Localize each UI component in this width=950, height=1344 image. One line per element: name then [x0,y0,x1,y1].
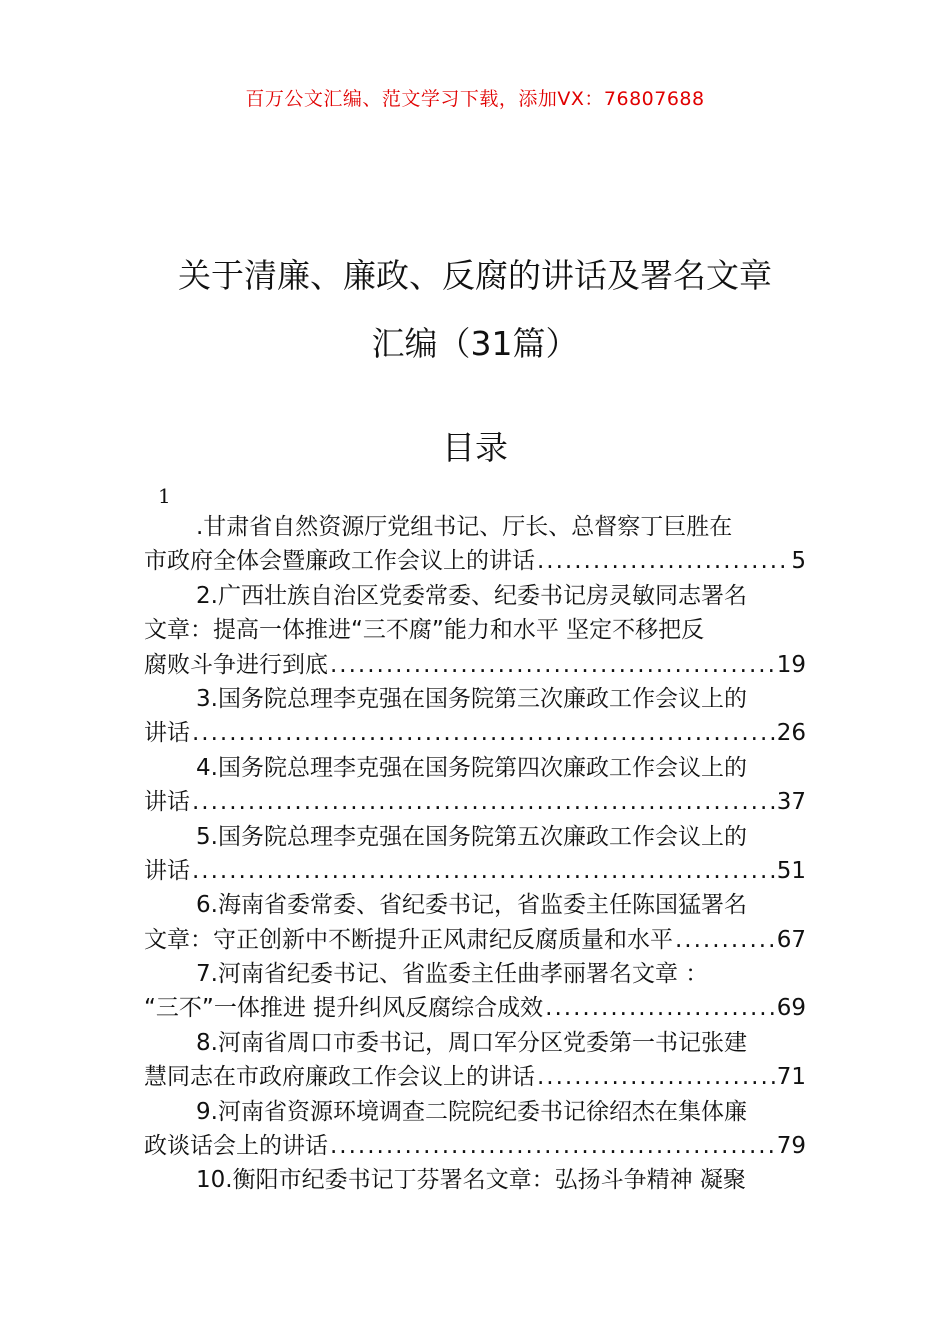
toc-entry-line [144,544,806,578]
toc-leader-dots [545,991,775,1025]
header-banner: 百万公文汇编、范文学习下载，添加VX：76807688 [245,88,705,110]
toc-leader-dots [537,544,789,578]
toc-leader-dots [192,854,775,888]
toc-entry-line: 4.国务院总理李克强在国务院第四次廉政工作会议上的 [196,754,747,781]
toc-entry[interactable] [144,1163,806,1197]
toc-entry-text: 腐败斗争进行到底 [144,651,328,678]
document-subtitle: 汇编（31篇） [371,324,579,363]
toc-entry-line: 7.河南省纪委书记、省监委主任曲孝丽署名文章 ： [196,961,709,988]
toc-entry-line: 文章：提高一体推进“三不腐”能力和水平 坚定不移把反 [144,617,705,644]
toc-page-number: 37 [776,789,806,816]
toc-leader-dots [537,1060,775,1094]
toc-page-number: 51 [776,857,806,884]
toc-entry-text: 政谈话会上的讲话 [144,1133,328,1160]
toc-entry-line [144,1060,806,1094]
toc-entry[interactable] [144,579,806,682]
toc-entry-line [144,648,806,682]
toc-entry-line [144,923,806,957]
toc-entry-text: 市政府全体会暨廉政工作会议上的讲话 [144,548,535,575]
toc-entry-line [144,991,806,1025]
toc-leader-dots [330,648,775,682]
toc-entry-text: 讲话 [144,720,190,747]
toc-entry-line: 3.国务院总理李克强在国务院第三次廉政工作会议上的 [196,685,747,712]
toc-page-number: 67 [776,926,806,953]
toc-entry-line: 6.海南省委常委、省纪委书记，省监委主任陈国猛署名 [196,892,747,919]
toc-heading: 目录 [442,428,508,467]
toc-entry-line [144,785,806,819]
toc-entry[interactable] [144,510,806,579]
toc-entry-line [144,854,806,888]
document-title: 关于清廉、廉政、反腐的讲话及署名文章 [178,256,772,295]
toc-entry-line [144,716,806,750]
toc-entry-line: 5.国务院总理李克强在国务院第五次廉政工作会议上的 [196,823,747,850]
toc-entry-line: 8.河南省周口市委书记，周口军分区党委第一书记张建 [196,1029,747,1056]
toc-entry[interactable] [144,1095,806,1164]
toc-page-number: 26 [776,720,806,747]
toc-page-number: 71 [776,1064,806,1091]
toc-entry-text: 文章：守正创新中不断提升正风肃纪反腐质量和水平 [144,926,673,953]
toc-page-number: 79 [776,1133,806,1160]
toc-entry-line: 10.衡阳市纪委书记丁芬署名文章：弘扬斗争精神 凝聚 [196,1167,746,1194]
toc-page-number: 19 [776,651,806,678]
toc-entry[interactable] [144,820,806,889]
toc-page-number: 69 [776,995,806,1022]
toc-entry-text: 讲话 [144,857,190,884]
toc-leader-dots [675,923,775,957]
toc-entry[interactable] [144,751,806,820]
toc-entry-line [144,1129,806,1163]
table-of-contents [144,510,806,1198]
toc-entry-text: “三不”一体推进 提升纠风反腐综合成效 [144,995,544,1022]
toc-leader-dots [192,716,775,750]
toc-leader-dots [192,785,775,819]
toc-leader-dots [330,1129,775,1163]
toc-entry-text: 讲话 [144,789,190,816]
toc-page-marker: 1 [158,484,171,508]
toc-entry[interactable] [144,888,806,957]
toc-entry-line: .甘肃省自然资源厅党组书记、厅长、总督察丁巨胜在 [196,514,733,540]
toc-entry[interactable] [144,1026,806,1095]
toc-entry[interactable] [144,682,806,751]
toc-entry[interactable] [144,957,806,1026]
toc-entry-line: 9.河南省资源环境调查二院院纪委书记徐绍杰在集体廉 [196,1098,747,1125]
toc-entry-text: 慧同志在市政府廉政工作会议上的讲话 [144,1064,535,1091]
toc-page-number: 5 [791,548,806,575]
toc-entry-line: 2.广西壮族自治区党委常委、纪委书记房灵敏同志署名 [196,582,747,609]
